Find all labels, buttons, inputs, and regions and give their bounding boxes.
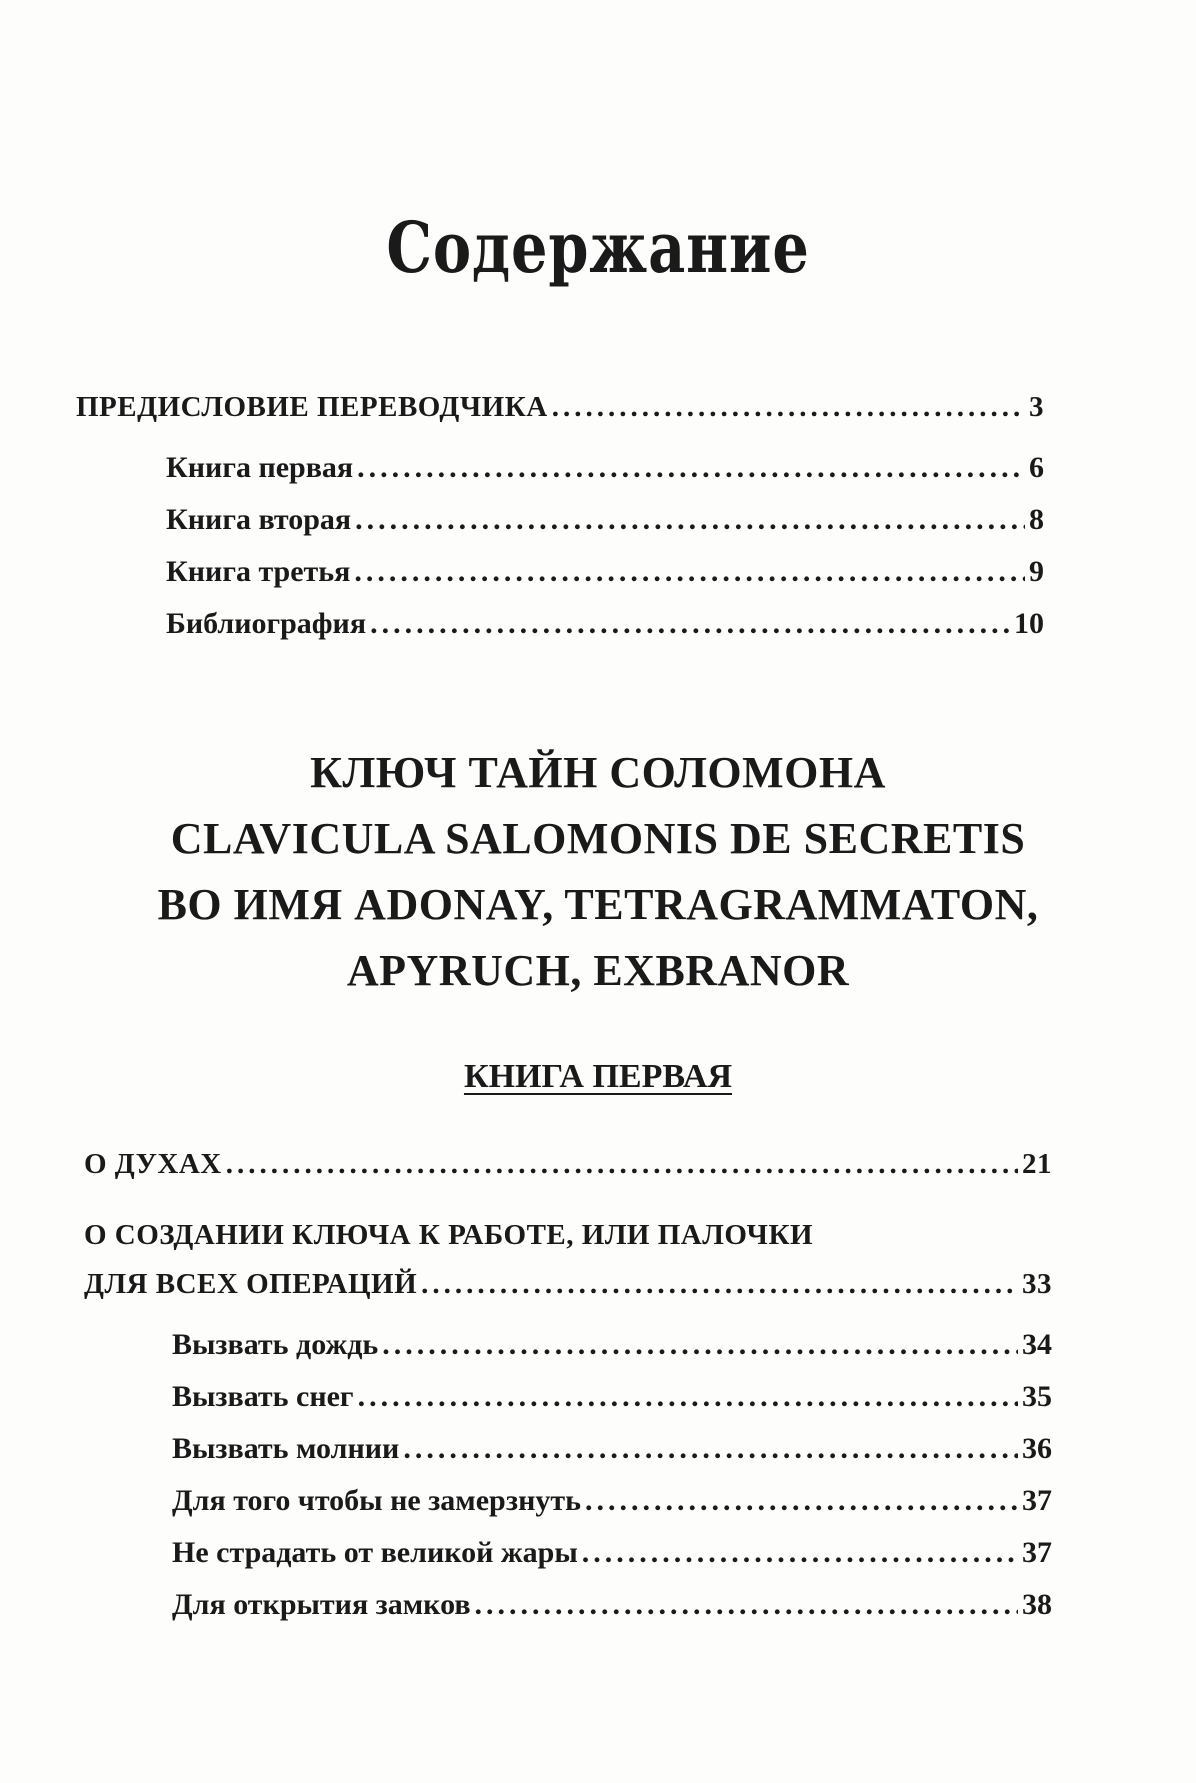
leader-dots	[226, 1144, 1018, 1184]
toc-page-number: 37	[1022, 1536, 1052, 1569]
section-heading	[0, 740, 1196, 1004]
toc-entry-preface-item[interactable]	[166, 448, 1044, 488]
leader-dots	[421, 1264, 1018, 1304]
toc-page-number: 8	[1029, 503, 1044, 536]
leader-dots	[354, 552, 1025, 592]
toc-page-number: 34	[1022, 1328, 1052, 1361]
toc-entry-subitem[interactable]	[172, 1377, 1052, 1417]
toc-label: Вызвать молнии	[172, 1432, 400, 1465]
section-heading-line: ВО ИМЯ ADONAY, TETRAGRAMMATON,	[157, 880, 1039, 929]
section-heading-line: CLAVICULA SALOMONIS DE SECRETIS	[170, 814, 1026, 863]
leader-dots	[370, 604, 1010, 644]
leader-dots	[403, 1429, 1018, 1469]
toc-page-number: 21	[1022, 1148, 1052, 1180]
leader-dots	[357, 448, 1025, 488]
toc-entry-subitem[interactable]	[172, 1533, 1052, 1573]
toc-label: Вызвать снег	[172, 1380, 354, 1413]
leader-dots	[382, 1325, 1018, 1365]
toc-label: ДЛЯ ВСЕХ ОПЕРАЦИЙ	[84, 1268, 418, 1300]
section-heading-line: APYRUCH, EXBRANOR	[346, 946, 850, 995]
toc-entry-chapter[interactable]	[84, 1144, 1052, 1184]
section-heading-line: КЛЮЧ ТАЙН СОЛОМОНА	[310, 748, 886, 797]
toc-entry-preface-item[interactable]	[166, 552, 1044, 592]
toc-label: Книга вторая	[166, 503, 352, 536]
leader-dots	[475, 1585, 1018, 1625]
page-title: Содержание	[386, 206, 810, 289]
toc-label: ПРЕДИСЛОВИЕ ПЕРЕВОДЧИКА	[76, 391, 548, 423]
toc-page-number: 6	[1029, 451, 1044, 484]
leader-dots	[582, 1533, 1018, 1573]
toc-entry-preface-item[interactable]	[166, 500, 1044, 540]
toc-entry-chapter-line1[interactable]: О СОЗДАНИИ КЛЮЧА К РАБОТЕ, ИЛИ ПАЛОЧКИ	[84, 1219, 814, 1251]
toc-page-number: 36	[1022, 1432, 1052, 1465]
toc-page-number: 38	[1022, 1588, 1052, 1621]
book-heading-text: КНИГА ПЕРВАЯ	[463, 1058, 733, 1095]
leader-dots	[552, 387, 1025, 427]
toc-label: Книга третья	[166, 555, 351, 588]
toc-entry-subitem[interactable]	[172, 1429, 1052, 1469]
toc-label: Для открытия замков	[172, 1588, 471, 1621]
toc-page-number: 3	[1029, 391, 1044, 423]
toc-page-number: 9	[1029, 555, 1044, 588]
book-heading	[0, 1058, 1196, 1096]
toc-page-number: 35	[1022, 1380, 1052, 1413]
leader-dots	[585, 1481, 1018, 1521]
toc-label: Вызвать дождь	[172, 1328, 379, 1361]
toc-entry-subitem[interactable]	[172, 1325, 1052, 1365]
toc-label: Не страдать от великой жары	[172, 1536, 578, 1569]
toc-label: О ДУХАХ	[84, 1148, 222, 1180]
toc-page-number: 37	[1022, 1484, 1052, 1517]
toc-label: Библиография	[166, 607, 367, 640]
toc-page-number: 10	[1014, 607, 1044, 640]
leader-dots	[358, 1377, 1018, 1417]
toc-entry-preface[interactable]	[76, 387, 1044, 427]
toc-label: Для того чтобы не замерзнуть	[172, 1484, 581, 1517]
toc-page-number: 33	[1022, 1268, 1052, 1300]
toc-entry-preface-item[interactable]	[166, 604, 1044, 644]
toc-label: Книга первая	[166, 451, 354, 484]
toc-entry-chapter[interactable]	[84, 1264, 1052, 1304]
toc-entry-subitem[interactable]	[172, 1481, 1052, 1521]
leader-dots	[355, 500, 1025, 540]
toc-entry-subitem[interactable]	[172, 1585, 1052, 1625]
